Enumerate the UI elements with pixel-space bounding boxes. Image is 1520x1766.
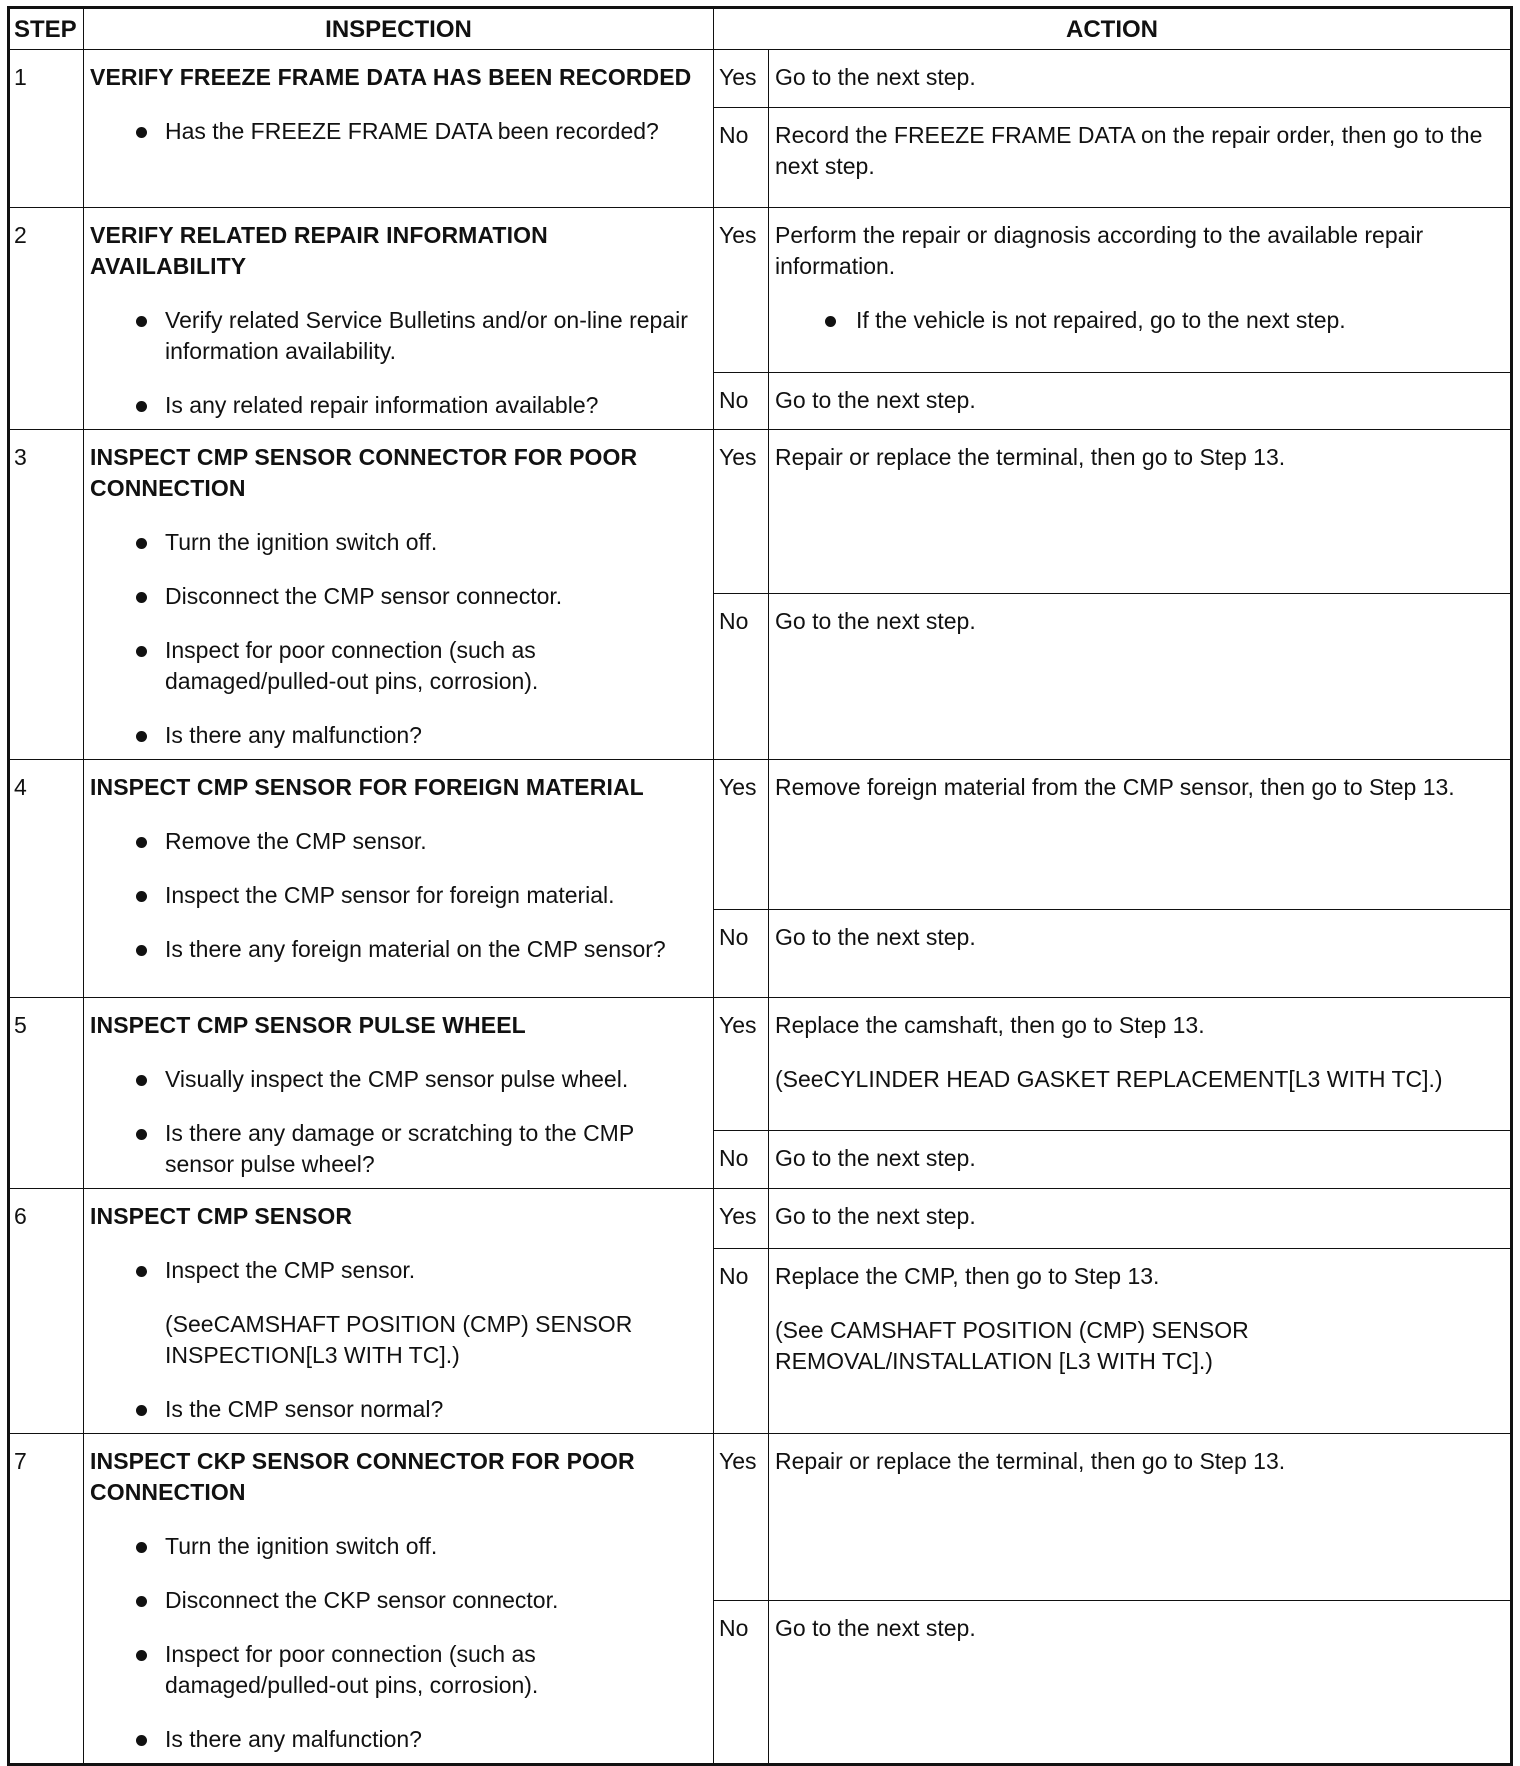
action-note: (SeeCYLINDER HEAD GASKET REPLACEMENT[L3 WITH TC].) <box>775 1066 1443 1092</box>
inspection-cell <box>84 208 714 430</box>
no-label: No <box>714 1600 769 1764</box>
bullet-icon <box>136 401 147 412</box>
bullet-icon <box>136 127 147 138</box>
inspection-bullets <box>90 527 707 751</box>
yes-label: Yes <box>714 430 769 594</box>
step-number: 5 <box>9 998 84 1189</box>
inspection-bullet: Is any related repair information available? <box>90 390 707 421</box>
no-action: Go to the next step. <box>769 373 1512 430</box>
yes-label: Yes <box>714 760 769 910</box>
inspection-title: INSPECT CKP SENSOR CONNECTOR FOR POOR CONNECTION <box>90 1448 635 1505</box>
diagnostic-table <box>7 6 1513 1766</box>
inspection-bullet: Disconnect the CMP sensor connector. <box>90 581 707 612</box>
bullet-icon <box>136 837 147 848</box>
yes-action: Go to the next step. <box>769 1189 1512 1249</box>
yes-label: Yes <box>714 208 769 373</box>
no-label: No <box>714 1248 769 1433</box>
inspection-bullet: Turn the ignition switch off. <box>90 527 707 558</box>
inspection-title: VERIFY FREEZE FRAME DATA HAS BEEN RECORDED <box>90 64 692 90</box>
header-inspection: INSPECTION <box>84 8 714 50</box>
no-action: Go to the next step. <box>769 1131 1512 1189</box>
inspection-bullet: Is there any damage or scratching to the CMP sensor pulse wheel? <box>90 1118 707 1180</box>
bullet-icon <box>136 1542 147 1553</box>
bullet-icon <box>136 1735 147 1746</box>
table-row-step-1-yes <box>9 50 1512 108</box>
inspection-bullet: Is there any malfunction? <box>90 1724 707 1755</box>
inspection-bullets <box>90 305 707 421</box>
step-number: 4 <box>9 760 84 998</box>
yes-action: Repair or replace the terminal, then go to Step 13. <box>769 430 1512 594</box>
no-label: No <box>714 1131 769 1189</box>
bullet-icon <box>136 1075 147 1086</box>
inspection-bullet: Has the FREEZE FRAME DATA been recorded? <box>90 116 707 147</box>
step-number: 2 <box>9 208 84 430</box>
inspection-bullets <box>90 1255 707 1286</box>
yes-label: Yes <box>714 1189 769 1249</box>
yes-label: Yes <box>714 50 769 108</box>
yes-action: Replace the camshaft, then go to Step 13. (SeeCYLINDER HEAD GASKET REPLACEMENT[L3 WITH TC].) <box>769 998 1512 1131</box>
action-note: (See CAMSHAFT POSITION (CMP) SENSOR REMOVAL/INSTALLATION [L3 WITH TC].) <box>775 1316 1249 1374</box>
step-number: 6 <box>9 1189 84 1434</box>
inspection-title: INSPECT CMP SENSOR PULSE WHEEL <box>90 1012 526 1038</box>
inspection-bullet: Inspect for poor connection (such as damaged/pulled-out pins, corrosion). <box>90 635 707 697</box>
yes-action: Repair or replace the terminal, then go to Step 13. <box>769 1434 1512 1601</box>
bullet-icon <box>136 316 147 327</box>
inspection-title: INSPECT CMP SENSOR CONNECTOR FOR POOR CONNECTION <box>90 444 638 501</box>
yes-action: Perform the repair or diagnosis according to the available repair information. If the vehicle is not repaired, go to the next step. <box>769 208 1512 373</box>
inspection-bullets <box>90 116 707 147</box>
inspection-cell <box>84 1434 714 1765</box>
inspection-bullet: Turn the ignition switch off. <box>90 1531 707 1562</box>
header-step: STEP <box>9 8 84 50</box>
bullet-icon <box>136 1405 147 1416</box>
inspection-bullets <box>90 1394 707 1425</box>
step-number: 7 <box>9 1434 84 1765</box>
no-label: No <box>714 910 769 998</box>
bullet-icon <box>136 945 147 956</box>
bullet-icon <box>136 731 147 742</box>
inspection-title: INSPECT CMP SENSOR FOR FOREIGN MATERIAL <box>90 774 644 800</box>
inspection-note: (SeeCAMSHAFT POSITION (CMP) SENSOR INSPECTION[L3 WITH TC].) <box>165 1311 633 1368</box>
inspection-bullet: Is there any malfunction? <box>90 720 707 751</box>
no-action: Record the FREEZE FRAME DATA on the repair order, then go to the next step. <box>769 108 1512 208</box>
inspection-cell <box>84 1189 714 1434</box>
table-row-step-2-yes <box>9 208 1512 373</box>
bullet-icon <box>136 1650 147 1661</box>
action-bullet: If the vehicle is not repaired, go to the next step. <box>775 305 1504 336</box>
table-header-row <box>9 8 1512 50</box>
yes-label: Yes <box>714 1434 769 1601</box>
bullet-icon <box>136 1596 147 1607</box>
inspection-cell <box>84 50 714 208</box>
inspection-cell <box>84 998 714 1189</box>
inspection-bullet: Is the CMP sensor normal? <box>90 1394 707 1425</box>
no-action: Go to the next step. <box>769 910 1512 998</box>
inspection-title: INSPECT CMP SENSOR <box>90 1203 353 1229</box>
inspection-cell <box>84 760 714 998</box>
table-row-step-4-yes <box>9 760 1512 910</box>
yes-action: Remove foreign material from the CMP sensor, then go to Step 13. <box>769 760 1512 910</box>
inspection-bullet: Disconnect the CKP sensor connector. <box>90 1585 707 1616</box>
bullet-icon <box>825 316 836 327</box>
table-row-step-6-yes <box>9 1189 1512 1249</box>
no-label: No <box>714 594 769 760</box>
no-action: Go to the next step. <box>769 594 1512 760</box>
bullet-icon <box>136 646 147 657</box>
inspection-bullet: Inspect the CMP sensor for foreign material. <box>90 880 707 911</box>
table-row-step-3-yes <box>9 430 1512 594</box>
bullet-icon <box>136 891 147 902</box>
table-row-step-5-yes <box>9 998 1512 1131</box>
no-label: No <box>714 373 769 430</box>
inspection-bullet: Inspect for poor connection (such as damaged/pulled-out pins, corrosion). <box>90 1639 707 1701</box>
table-row-step-7-yes <box>9 1434 1512 1601</box>
inspection-bullet: Verify related Service Bulletins and/or on-line repair information availability. <box>90 305 707 367</box>
no-action: Go to the next step. <box>769 1600 1512 1764</box>
inspection-bullets <box>90 826 707 965</box>
step-number: 3 <box>9 430 84 760</box>
bullet-icon <box>136 538 147 549</box>
inspection-bullet: Inspect the CMP sensor. <box>90 1255 707 1286</box>
yes-action: Go to the next step. <box>769 50 1512 108</box>
inspection-bullets <box>90 1531 707 1755</box>
inspection-bullet: Visually inspect the CMP sensor pulse wheel. <box>90 1064 707 1095</box>
bullet-icon <box>136 1266 147 1277</box>
step-number: 1 <box>9 50 84 208</box>
inspection-cell <box>84 430 714 760</box>
no-label: No <box>714 108 769 208</box>
header-action: ACTION <box>714 8 1512 50</box>
bullet-icon <box>136 592 147 603</box>
inspection-bullets <box>90 1064 707 1180</box>
no-action: Replace the CMP, then go to Step 13. (See CAMSHAFT POSITION (CMP) SENSOR REMOVAL/INSTALLATION [L3 WITH TC].) <box>769 1248 1512 1433</box>
inspection-title: VERIFY RELATED REPAIR INFORMATION AVAILABILITY <box>90 222 548 279</box>
inspection-bullet: Is there any foreign material on the CMP sensor? <box>90 934 707 965</box>
yes-label: Yes <box>714 998 769 1131</box>
bullet-icon <box>136 1129 147 1140</box>
inspection-bullet: Remove the CMP sensor. <box>90 826 707 857</box>
